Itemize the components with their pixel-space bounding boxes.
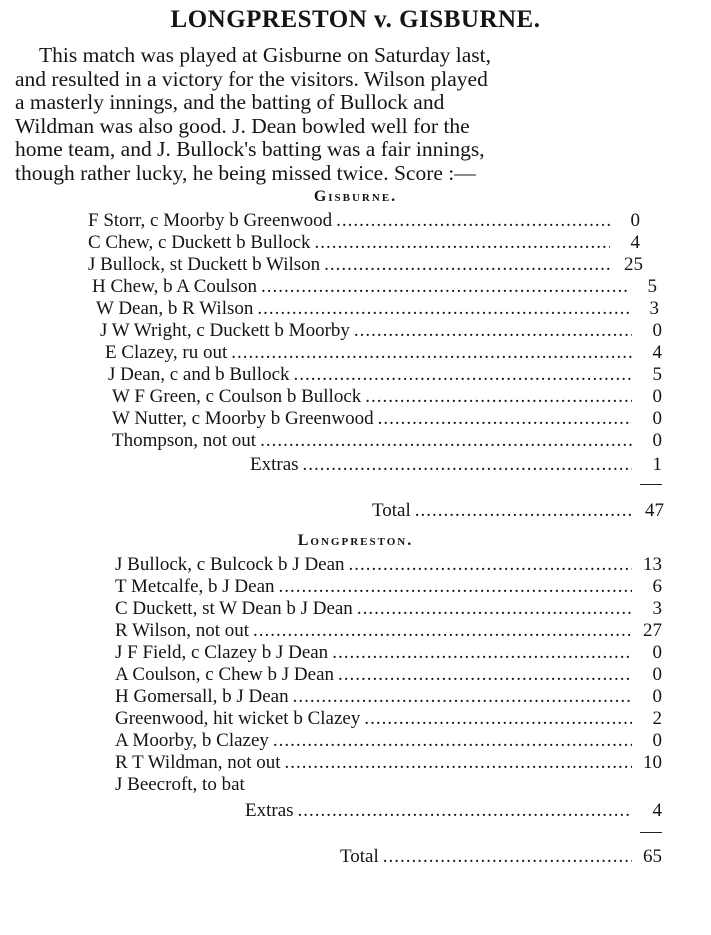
batsman-runs: 3 [649, 298, 659, 319]
batsman-runs: 5 [647, 276, 657, 297]
batsman-runs: 2 [652, 708, 662, 729]
batsman-row [115, 642, 662, 664]
batsman-row [108, 364, 662, 386]
batsman-runs: 3 [652, 598, 662, 619]
batsman-row [115, 664, 662, 686]
team-heading-gisburne: Gisburne. [313, 188, 398, 205]
batsman-runs: 0 [652, 664, 662, 685]
batsman-row [115, 598, 662, 620]
leader-dots [261, 276, 627, 298]
leader-dots [365, 386, 632, 408]
batsman-row [100, 320, 662, 342]
batsman-name: H Chew, b A Coulson [92, 276, 258, 297]
batsman-name: T Metcalfe, b J Dean [115, 576, 275, 597]
leader-dots [303, 454, 632, 476]
batsman-name: R Wilson, not out [115, 620, 250, 641]
leader-dots [285, 752, 633, 774]
batsman-name: H Gomersall, b J Dean [115, 686, 289, 707]
batsman-name: J W Wright, c Duckett b Moorby [100, 320, 350, 341]
batsman-row [112, 430, 662, 452]
batsman-name: Thompson, not out [112, 430, 257, 451]
report-line: Wildman was also good. J. Dean bowled well for the [15, 113, 470, 138]
leader-dots [349, 554, 632, 576]
leader-dots [364, 708, 632, 730]
batsman-name: J Dean, c and b Bullock [108, 364, 290, 385]
leader-dots [273, 730, 632, 752]
batsman-row [115, 576, 662, 598]
total-row [372, 500, 664, 522]
batsman-runs: 4 [630, 232, 640, 253]
batsman-runs: 0 [652, 430, 662, 451]
leader-dots [298, 800, 632, 822]
total-label: Total [372, 500, 411, 521]
total-rule [640, 484, 662, 485]
leader-dots [338, 664, 632, 686]
leader-dots [332, 642, 632, 664]
batsman-runs: 25 [624, 254, 643, 275]
extras-row [245, 800, 662, 822]
report-line: home team, and J. Bullock's batting was a fair innings, [15, 137, 485, 161]
batsman-name: W Dean, b R Wilson [96, 298, 254, 319]
leader-dots [336, 210, 610, 232]
report-line: and resulted in a victory for the visitors. Wilson played [15, 66, 488, 91]
batsman-row [88, 254, 643, 276]
batsman-runs: 0 [630, 210, 640, 231]
batsman-name: J Bullock, st Duckett b Wilson [88, 254, 321, 275]
leader-dots [279, 576, 632, 598]
leader-dots [357, 598, 632, 620]
batsman-row [92, 276, 657, 298]
batsman-runs: 5 [652, 364, 662, 385]
total-rule [640, 832, 662, 833]
leader-dots [257, 298, 629, 320]
leader-dots [260, 430, 632, 452]
batsman-row [105, 342, 662, 364]
batsman-name: W Nutter, c Moorby b Greenwood [112, 408, 374, 429]
total-runs: 65 [643, 846, 662, 867]
leader-dots [253, 620, 632, 642]
batsman-name: C Duckett, st W Dean b J Dean [115, 598, 353, 619]
extras-label: Extras [250, 454, 299, 475]
report-line: though rather lucky, he being missed twice. Score :— [15, 160, 476, 185]
batsman-runs: 0 [652, 642, 662, 663]
batsman-runs: 13 [643, 554, 662, 575]
leader-dots [378, 408, 632, 430]
batsman-runs: 0 [652, 408, 662, 429]
batsman-runs: 10 [643, 752, 662, 773]
total-runs: 47 [645, 500, 664, 521]
batsman-runs: 0 [652, 686, 662, 707]
batsman-row [115, 686, 662, 708]
batsman-name: J Beecroft, to bat [115, 774, 245, 795]
match-title: LONGPRESTON v. GISBURNE. [170, 6, 541, 33]
total-row [340, 846, 662, 868]
batsman-row [96, 298, 659, 320]
batsman-row [115, 752, 662, 774]
batsman-name: J F Field, c Clazey b J Dean [115, 642, 329, 663]
batsman-name: F Storr, c Moorby b Greenwood [88, 210, 333, 231]
batsman-row [115, 554, 662, 576]
extras-runs: 1 [652, 454, 662, 475]
batsman-name: E Clazey, ru out [105, 342, 228, 363]
extras-label: Extras [245, 800, 294, 821]
batsman-runs: 4 [652, 342, 662, 363]
batsman-runs: 0 [652, 320, 662, 341]
batsman-row [115, 730, 662, 752]
batsman-name: R T Wildman, not out [115, 752, 281, 773]
batsman-name: J Bullock, c Bulcock b J Dean [115, 554, 345, 575]
batsman-name: C Chew, c Duckett b Bullock [88, 232, 311, 253]
batsman-runs: 27 [643, 620, 662, 641]
batsman-name: A Coulson, c Chew b J Dean [115, 664, 335, 685]
batsman-name: Greenwood, hit wicket b Clazey [115, 708, 361, 729]
total-label: Total [340, 846, 379, 867]
report-line: a masterly innings, and the batting of Bullock and [15, 90, 445, 114]
leader-dots [354, 320, 632, 342]
match-report [15, 44, 705, 185]
to-bat-row [115, 774, 662, 796]
batsman-row [112, 386, 662, 408]
extras-row [250, 454, 662, 476]
batsman-runs: 0 [652, 386, 662, 407]
team-heading-longpreston: Longpreston. [297, 532, 414, 549]
batsman-row [88, 210, 640, 232]
batsman-row [88, 232, 640, 254]
batsman-name: W F Green, c Coulson b Bullock [112, 386, 362, 407]
extras-runs: 4 [652, 800, 662, 821]
batsman-row [115, 620, 662, 642]
leader-dots [324, 254, 613, 276]
batsman-runs: 0 [652, 730, 662, 751]
batsman-runs: 6 [652, 576, 662, 597]
leader-dots [231, 342, 632, 364]
leader-dots [415, 500, 634, 522]
leader-dots [383, 846, 632, 868]
leader-dots [315, 232, 610, 254]
batsman-row [115, 708, 662, 730]
leader-dots [294, 364, 632, 386]
leader-dots [293, 686, 632, 708]
batsman-row [112, 408, 662, 430]
batsman-name: A Moorby, b Clazey [115, 730, 269, 751]
report-line: This match was played at Gisburne on Saturday last, [39, 43, 491, 67]
